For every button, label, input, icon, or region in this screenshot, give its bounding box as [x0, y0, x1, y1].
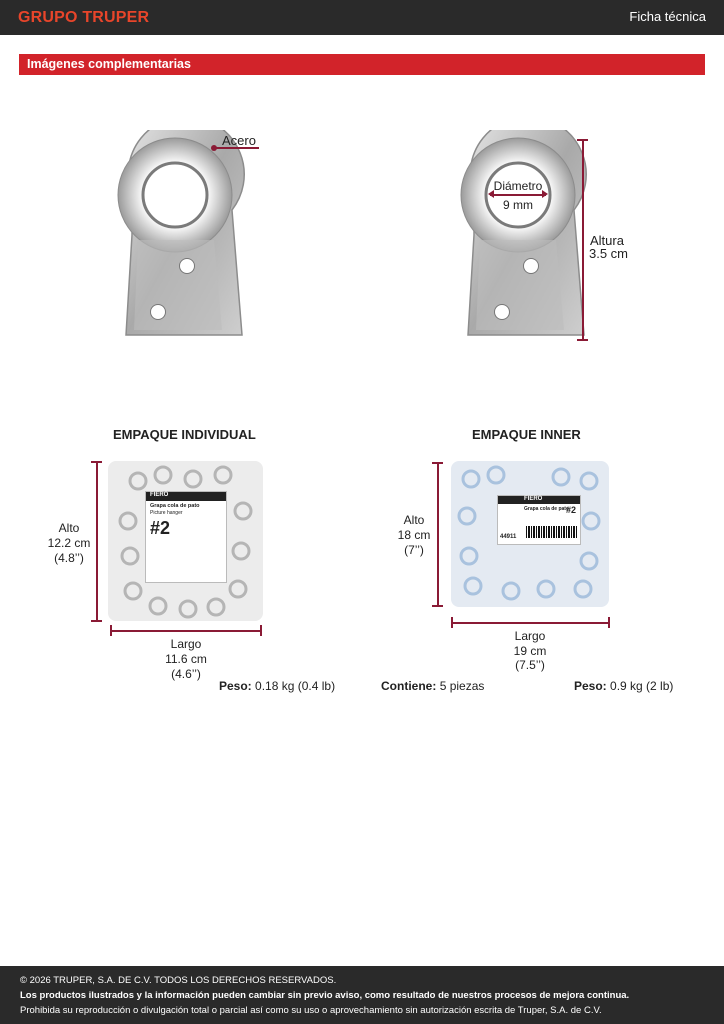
- material-label: Acero: [222, 133, 256, 148]
- inner-length-cap-left: [451, 617, 453, 628]
- inner-length-cap-right: [608, 617, 610, 628]
- height-dimension-line: [582, 140, 584, 340]
- section-header: [19, 54, 705, 75]
- footer: [0, 966, 724, 1024]
- diameter-dimension-line: [490, 194, 546, 196]
- diameter-label: Diámetro: [493, 179, 543, 193]
- height-label: Altura: [590, 233, 624, 248]
- brand-logo: GRUPO TRUPER: [18, 9, 150, 26]
- product-image-dimensions: [452, 130, 612, 345]
- individual-height-in: (4.8’’): [54, 551, 84, 565]
- individual-length-in: (4.6’’): [171, 667, 201, 681]
- individual-length-line: [111, 630, 261, 632]
- individual-height-cm: 12.2 cm: [47, 536, 91, 550]
- inner-height-cm: 18 cm: [397, 528, 431, 542]
- inner-label-size: #2: [565, 505, 576, 515]
- footer-copyright: © 2026 TRUPER, S.A. DE C.V. TODOS LOS DERECHOS RESERVADOS.: [20, 975, 337, 986]
- individual-length-cap-right: [260, 625, 262, 636]
- barcode-graphic: [526, 526, 578, 538]
- inner-label-name: Grapa cola de pato: [524, 506, 570, 512]
- individual-height-cap-top: [91, 461, 102, 463]
- inner-contents-value: 5 piezas: [439, 679, 485, 693]
- footer-notice: Los productos ilustrados y la información pueden cambiar sin previo aviso, como resultado de nuestros procesos de mejora continua.: [20, 990, 630, 1001]
- individual-height-line: [96, 462, 98, 620]
- individual-weight-label: Peso:: [219, 679, 252, 693]
- height-dimension-cap-top: [577, 139, 588, 141]
- inner-height-cap-bottom: [432, 605, 443, 607]
- inner-length-label: Largo: [514, 629, 546, 643]
- inner-label-code: 44911: [500, 534, 517, 540]
- individual-label-brand: FIERO: [150, 492, 169, 498]
- top-bar: [0, 0, 724, 35]
- individual-length-label: Largo: [170, 637, 202, 651]
- inner-contents: [381, 679, 484, 693]
- inner-weight-value: 0.9 kg (2 lb): [610, 679, 674, 693]
- inner-length-in: (7.5’’): [515, 658, 545, 672]
- individual-package-label: [145, 491, 227, 583]
- inner-label-brand: FIERO: [524, 496, 543, 502]
- inner-contents-label: Contiene:: [381, 679, 437, 693]
- inner-package-image: [451, 461, 609, 607]
- height-dimension-cap-bottom: [577, 339, 588, 341]
- individual-length-cm: 11.6 cm: [165, 652, 207, 666]
- section-title: Imágenes complementarias: [27, 57, 191, 71]
- individual-height-label: Alto: [58, 521, 80, 535]
- inner-weight-label: Peso:: [574, 679, 607, 693]
- inner-height-cap-top: [432, 462, 443, 464]
- product-image-material: [110, 130, 270, 345]
- individual-weight-value: 0.18 kg (0.4 lb): [255, 679, 336, 693]
- individual-length-cap-left: [110, 625, 112, 636]
- individual-label-name: Grapa cola de pato: [150, 503, 200, 509]
- individual-weight: [219, 679, 335, 693]
- individual-height-cap-bottom: [91, 620, 102, 622]
- inner-weight: [574, 679, 673, 693]
- height-value: 3.5 cm: [589, 246, 629, 261]
- inner-length-cm: 19 cm: [513, 644, 547, 658]
- individual-label-size: #2: [150, 518, 171, 538]
- inner-package-heading: EMPAQUE INNER: [472, 427, 581, 442]
- inner-height-line: [437, 463, 439, 606]
- inner-package-label: [497, 495, 581, 545]
- doc-type-label: Ficha técnica: [629, 9, 706, 24]
- inner-height-label: Alto: [403, 513, 425, 527]
- individual-label-name-en: Picture hanger: [150, 510, 183, 516]
- diameter-value: 9 mm: [503, 198, 533, 212]
- footer-prohibition: Prohibida su reproducción o divulgación total o parcial así como su uso o aprovechamiento sin autorización escrita de Truper, S.A. de C.V.: [20, 1005, 602, 1016]
- individual-package-heading: EMPAQUE INDIVIDUAL: [113, 427, 256, 442]
- individual-package-image: [108, 461, 263, 621]
- inner-height-in: (7’’): [404, 543, 424, 557]
- inner-length-line: [452, 622, 609, 624]
